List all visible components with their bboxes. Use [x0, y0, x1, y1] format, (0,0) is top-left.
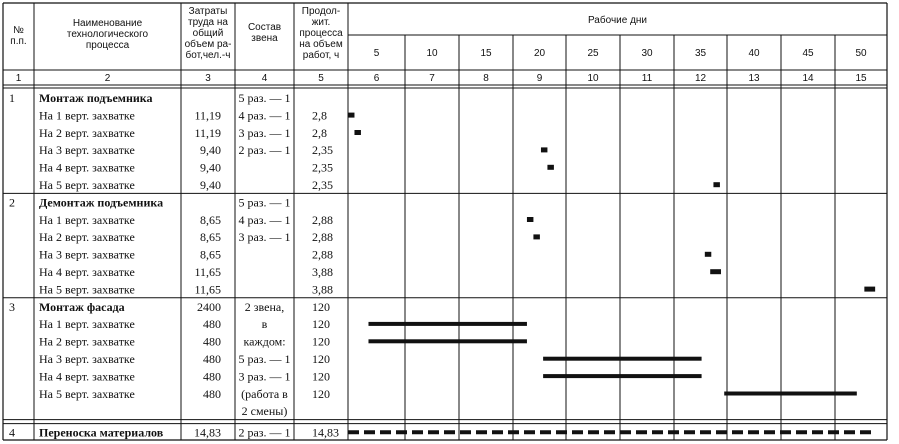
- labor-value: 480: [203, 386, 221, 401]
- header-col-process-name: технологического: [66, 29, 149, 40]
- duration-value: 2,8: [312, 125, 327, 140]
- crew-value: 2 раз. — 1: [238, 143, 291, 158]
- header-col-number: №: [13, 25, 24, 36]
- labor-value: 9,40: [200, 160, 221, 175]
- process-subtask: На 2 верт. захватке: [39, 125, 135, 140]
- gantt-bars: [348, 113, 875, 433]
- labor-value: 14,83: [194, 425, 221, 440]
- gantt-bar: [543, 357, 701, 361]
- crew-value: 5 раз. — 1: [238, 352, 291, 366]
- column-number: 3: [205, 73, 211, 84]
- crew-value: 5 раз. — 1: [238, 91, 291, 105]
- labor-value: 11,19: [194, 125, 221, 140]
- duration-value: 120: [312, 352, 330, 366]
- labor-value: 2400: [197, 299, 221, 314]
- column-number: 12: [694, 73, 707, 84]
- gantt-bar: [547, 165, 553, 170]
- gantt-bar: [705, 252, 711, 257]
- day-label: 50: [855, 48, 867, 59]
- process-subtask: На 5 верт. захватке: [39, 282, 135, 297]
- process-subtask: На 3 верт. захватке: [39, 143, 135, 158]
- header-col-crew: звена: [251, 33, 278, 44]
- gantt-bar: [543, 374, 701, 378]
- column-number: 9: [536, 73, 543, 84]
- crew-value: 3 раз. — 1: [238, 369, 291, 384]
- labor-value: 8,65: [200, 247, 221, 262]
- duration-value: 14,83: [312, 425, 339, 440]
- section-number: 2: [9, 195, 15, 210]
- process-subtask: На 1 верт. захватке: [39, 317, 135, 332]
- section-number: 1: [9, 91, 15, 105]
- process-subtask: На 3 верт. захватке: [39, 247, 135, 262]
- process-subtask: На 1 верт. захватке: [39, 212, 135, 227]
- process-subtask: На 2 верт. захватке: [39, 230, 135, 245]
- gantt-bar: [354, 130, 360, 135]
- day-label: 20: [533, 48, 546, 59]
- process-title: Демонтаж подъемника: [39, 195, 164, 210]
- crew-value: 4 раз. — 1: [238, 212, 291, 227]
- column-number: 15: [855, 73, 867, 84]
- column-number: 2: [104, 73, 111, 84]
- column-number: 11: [641, 73, 653, 84]
- process-subtask: На 5 верт. захватке: [39, 178, 135, 192]
- crew-value: 2 смены): [241, 404, 288, 419]
- header-col-number: п.п.: [10, 36, 27, 47]
- crew-value: 4 раз. — 1: [238, 108, 291, 123]
- gantt-bar: [533, 234, 539, 239]
- labor-value: 11,65: [194, 282, 221, 297]
- process-subtask: На 4 верт. захватке: [39, 265, 135, 279]
- work-days-title: Рабочие дни: [587, 15, 648, 26]
- labor-value: 480: [203, 352, 221, 366]
- duration-value: 2,8: [312, 108, 327, 123]
- day-label: 15: [480, 48, 492, 59]
- column-number: 14: [802, 73, 814, 84]
- table-header: [10, 6, 867, 84]
- crew-value: 5 раз. — 1: [238, 195, 291, 210]
- crew-value: в: [261, 317, 268, 332]
- column-number: 10: [587, 73, 599, 84]
- gantt-bar: [368, 322, 526, 326]
- gantt-bar: [541, 147, 547, 152]
- column-number: 4: [261, 73, 268, 84]
- duration-value: 120: [312, 369, 330, 384]
- duration-value: 2,88: [312, 212, 333, 227]
- table-body: [9, 91, 339, 440]
- duration-value: 2,35: [312, 178, 333, 192]
- duration-value: 120: [312, 299, 330, 314]
- day-label: 10: [426, 48, 438, 59]
- header-col-crew: Состав: [247, 22, 282, 33]
- header-col-labor: общий: [192, 28, 224, 39]
- header-col-labor: Затраты: [188, 6, 228, 17]
- gantt-bar: [864, 287, 875, 292]
- day-label: 35: [694, 48, 707, 59]
- header-col-duration: жит.: [311, 17, 331, 28]
- gantt-bar: [724, 392, 857, 396]
- labor-value: 480: [203, 369, 221, 384]
- process-title: Переноска материалов: [39, 425, 164, 440]
- header-col-duration: на объем: [299, 39, 343, 50]
- gantt-bar: [527, 217, 533, 222]
- day-label: 45: [802, 48, 814, 59]
- duration-value: 120: [312, 334, 330, 349]
- duration-value: 2,88: [312, 247, 333, 262]
- process-subtask: На 4 верт. захватке: [39, 369, 135, 384]
- header-col-labor: бот,чел.-ч: [185, 50, 231, 61]
- process-title: Монтаж подъемника: [39, 91, 153, 105]
- crew-value: 2 раз. — 1: [238, 425, 291, 440]
- column-number: 1: [15, 73, 22, 84]
- labor-value: 480: [203, 317, 221, 332]
- crew-value: (работа в: [241, 386, 288, 401]
- labor-value: 9,40: [200, 143, 221, 158]
- process-title: Монтаж фасада: [39, 299, 125, 314]
- header-col-labor: труда на: [188, 17, 228, 28]
- crew-value: 3 раз. — 1: [238, 230, 291, 245]
- gantt-bar: [713, 182, 719, 187]
- duration-value: 2,88: [312, 230, 333, 245]
- process-subtask: На 1 верт. захватке: [39, 108, 135, 123]
- section-number: 4: [9, 425, 15, 440]
- header-col-duration: Продол-: [301, 6, 341, 17]
- header-col-process-name: Наименование: [72, 18, 143, 29]
- column-number: 8: [483, 73, 489, 84]
- header-col-duration: процесса: [299, 28, 343, 39]
- column-number: 6: [373, 73, 380, 84]
- duration-value: 120: [312, 386, 330, 401]
- header-col-process-name: процесса: [85, 40, 130, 51]
- crew-value: 3 раз. — 1: [238, 125, 291, 140]
- labor-value: 8,65: [200, 230, 221, 245]
- day-label: 40: [748, 48, 760, 59]
- section-number: 3: [9, 299, 15, 314]
- process-subtask: На 4 верт. захватке: [39, 160, 135, 175]
- day-label: 30: [641, 48, 653, 59]
- gantt-bar: [710, 269, 721, 274]
- day-label: 25: [587, 48, 599, 59]
- labor-value: 9,40: [200, 178, 221, 192]
- column-number: 5: [318, 73, 324, 84]
- duration-value: 120: [312, 317, 330, 332]
- process-subtask: На 3 верт. захватке: [39, 352, 135, 366]
- table-grid: [3, 3, 887, 440]
- labor-value: 480: [203, 334, 221, 349]
- header-col-duration: работ, ч: [302, 50, 340, 61]
- crew-value: 2 звена,: [244, 299, 285, 314]
- column-number: 13: [748, 73, 760, 84]
- labor-value: 11,19: [194, 108, 221, 123]
- gantt-bar: [348, 113, 354, 118]
- process-subtask: На 5 верт. захватке: [39, 386, 135, 401]
- duration-value: 3,88: [312, 282, 333, 297]
- process-subtask: На 2 верт. захватке: [39, 334, 135, 349]
- gantt-bar: [368, 339, 526, 343]
- duration-value: 2,35: [312, 160, 333, 175]
- column-number: 7: [429, 73, 435, 84]
- labor-value: 8,65: [200, 212, 221, 227]
- labor-value: 11,65: [194, 265, 221, 279]
- duration-value: 3,88: [312, 265, 333, 279]
- duration-value: 2,35: [312, 143, 333, 158]
- day-label: 5: [373, 48, 380, 59]
- crew-value: каждом:: [243, 334, 286, 349]
- header-col-labor: объем ра-: [184, 39, 232, 50]
